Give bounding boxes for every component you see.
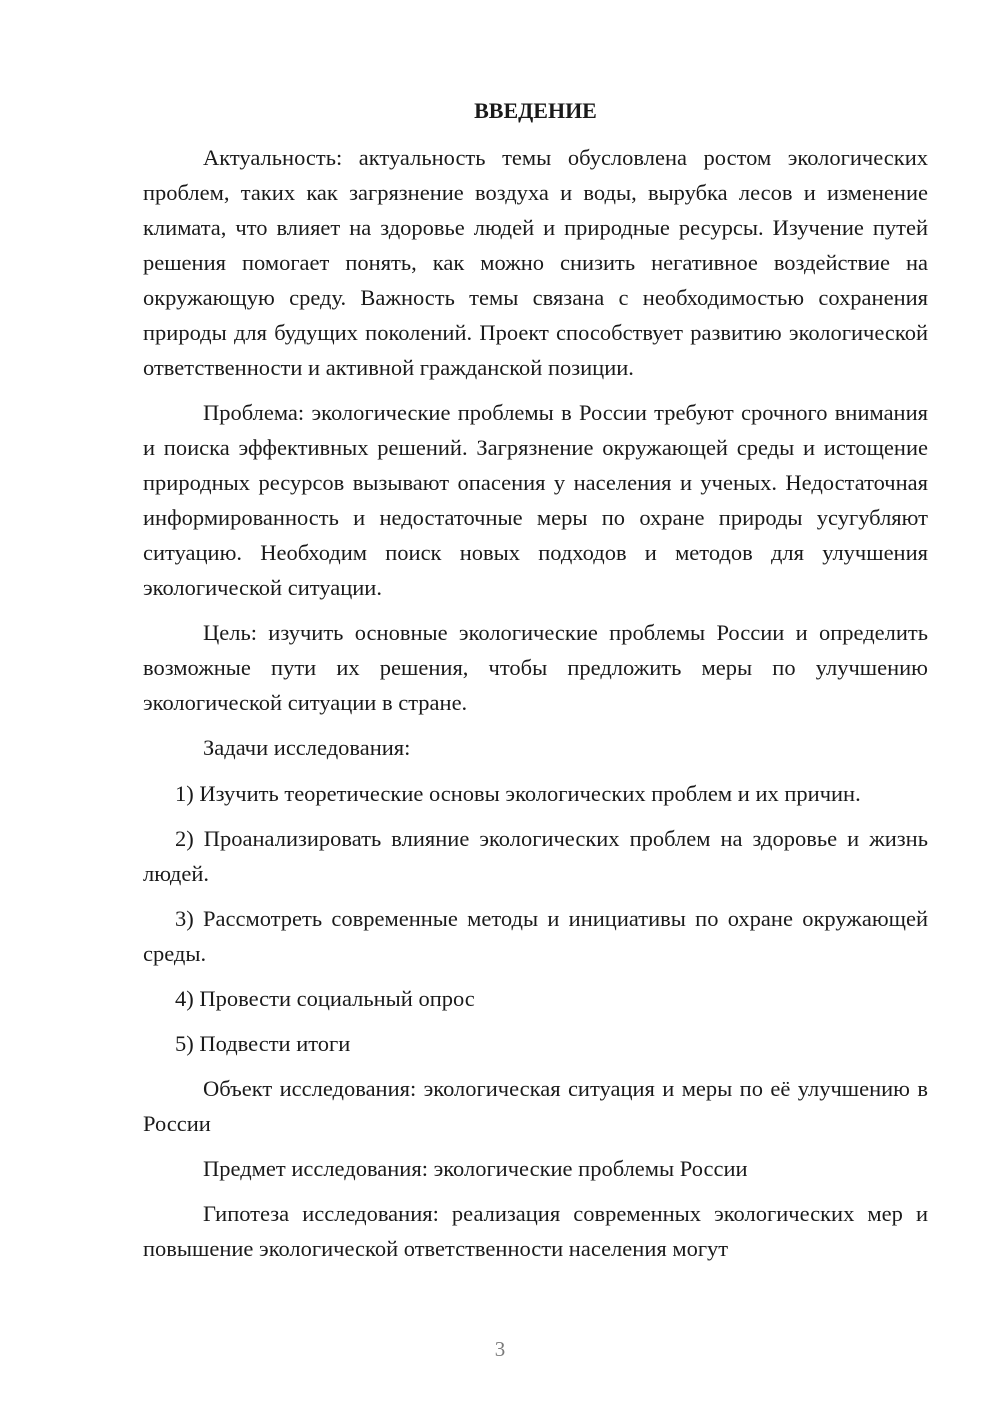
document-page <box>143 96 928 1276</box>
section-title: ВВЕДЕНИЕ <box>474 98 597 123</box>
task-item-3: 3) Рассмотреть современные методы и инициативы по охране окружающей среды. <box>143 906 928 966</box>
task-item-4: 4) Провести социальный опрос <box>175 986 475 1011</box>
paragraph-object: Объект исследования: экологическая ситуация и меры по её улучшению в России <box>143 1076 928 1136</box>
page-number: 3 <box>494 1337 506 1361</box>
paragraph-subject: Предмет исследования: экологические проблемы России <box>203 1156 748 1181</box>
paragraph-relevance: Актуальность: актуальность темы обусловлена ростом экологических проблем, таких как загрязнение воздуха и воды, вырубка лесов и изменение климата, что влияет на здоровье людей и природные ресурсы. Изучение путей решения помогает понять, как можно снизить негативное воздействие на окружающую среду. Важность темы связана с необходимостью сохранения природы для будущих поколений. Проект способствует развитию экологической ответственности и активной гражданской позиции. <box>143 145 928 380</box>
task-item-2: 2) Проанализировать влияние экологических проблем на здоровье и жизнь людей. <box>143 826 928 886</box>
paragraph-hypothesis: Гипотеза исследования: реализация современных экологических мер и повышение экологической ответственности населения могут <box>143 1201 928 1261</box>
task-item-5: 5) Подвести итоги <box>175 1031 351 1056</box>
paragraph-problem: Проблема: экологические проблемы в России требуют срочного внимания и поиска эффективных решений. Загрязнение окружающей среды и истощение природных ресурсов вызывают опасения у населения и ученых. Недостаточная информированность и недостаточные меры по охране природы усугубляют ситуацию. Необходим поиск новых подходов и методов для улучшения экологической ситуации. <box>143 400 928 600</box>
paragraph-tasks-heading: Задачи исследования: <box>203 735 411 760</box>
paragraph-goal: Цель: изучить основные экологические проблемы России и определить возможные пути их решения, чтобы предложить меры по улучшению экологической ситуации в стране. <box>143 620 928 715</box>
task-item-1: 1) Изучить теоретические основы экологических проблем и их причин. <box>175 781 861 806</box>
